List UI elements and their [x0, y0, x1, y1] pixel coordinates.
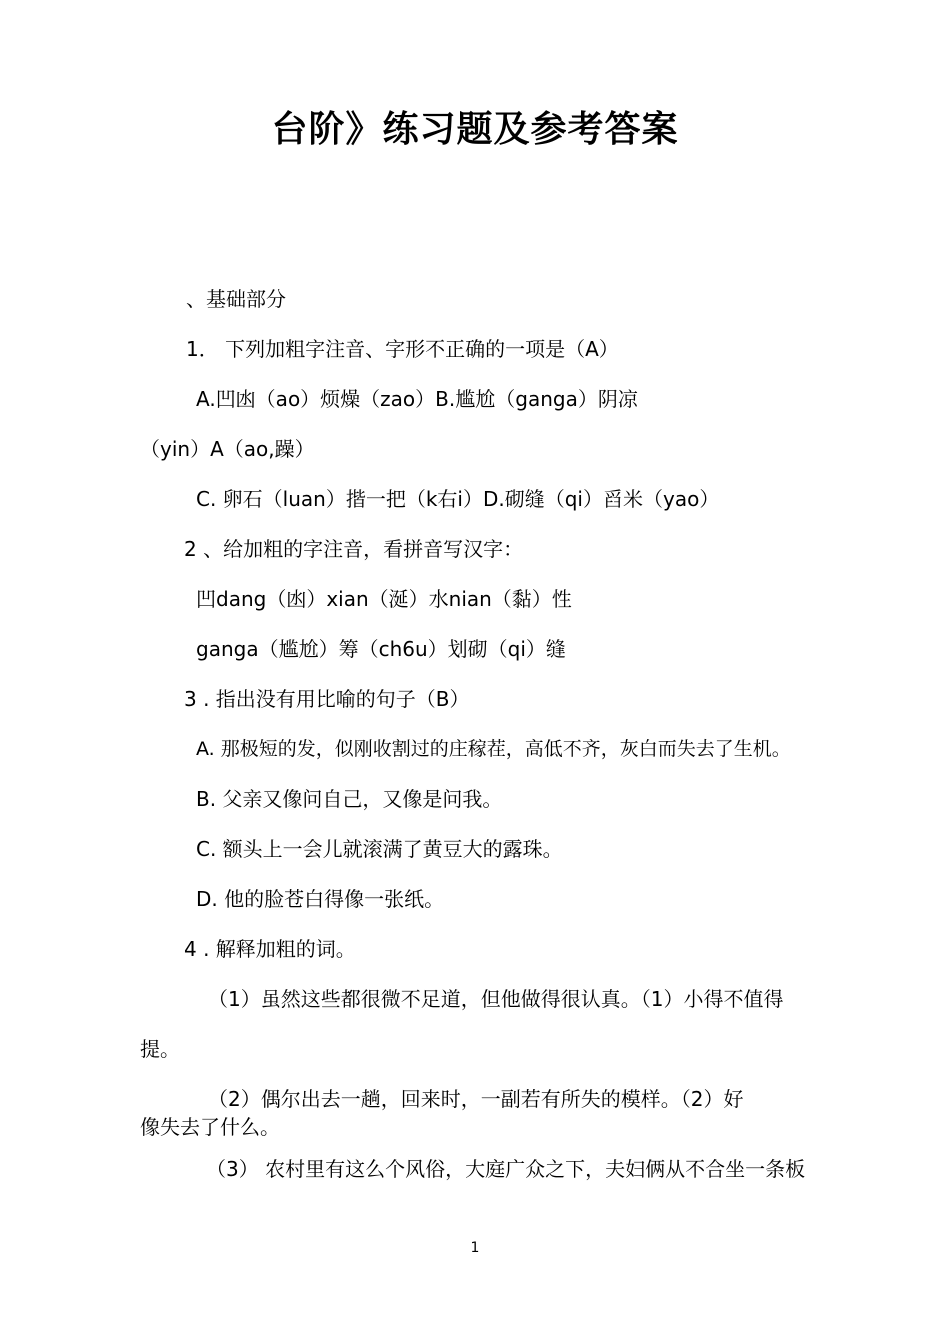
- document-title: 台阶》练习题及参考答案: [271, 109, 679, 150]
- question-1-options-ab-cont: （yin）A（ao,躁）: [140, 437, 315, 461]
- question-1-options-ab: A.凹凼（ao）烦燥（zao）B.尴尬（ganga）阴凉: [196, 387, 638, 411]
- question-3-option-d: D. 他的脸苍白得像一张纸。: [196, 887, 445, 911]
- question-2-line-1: 凹dang（凼）xian（涎）水nian（黏）性: [196, 587, 572, 611]
- question-2: 2 、给加粗的字注音，看拼音写汉字：: [184, 537, 524, 561]
- section-heading-basics: 、基础部分: [186, 287, 286, 311]
- question-1: 1． 下列加粗字注音、字形不正确的一项是（A）: [186, 337, 619, 361]
- question-4-item-2-cont: 像失去了什么。: [140, 1115, 280, 1139]
- question-3-option-c: C. 额头上一会儿就滚满了黄豆大的露珠。: [196, 837, 563, 861]
- question-3-option-a: A. 那极短的发，似刚收割过的庄稼茬，高低不齐，灰白而失去了生机。: [196, 738, 791, 760]
- page-number: 1: [470, 1240, 480, 1256]
- question-4-item-2: （2）偶尔出去一趟，回来时，一副若有所失的模样。（2）好: [208, 1087, 744, 1111]
- question-4-item-3: （3） 农村里有这么个风俗，大庭广众之下，夫妇俩从不合坐一条板: [206, 1157, 806, 1181]
- question-4-item-1: （1）虽然这些都很微不足道，但他做得很认真。（1）小得不值得: [208, 987, 784, 1011]
- question-3-option-b: B. 父亲又像问自己，又像是问我。: [196, 787, 503, 811]
- question-3: 3 . 指出没有用比喻的句子（B）: [184, 687, 470, 711]
- question-2-line-2: ganga（尴尬）筹（ch6u）划砌（qi）缝: [196, 637, 566, 661]
- question-4-item-1-cont: 提。: [140, 1037, 180, 1061]
- question-1-options-cd: C. 卵石（luan）揩一把（k右i）D.砌缝（qi）舀米（yao）: [196, 487, 720, 511]
- question-4: 4 . 解释加粗的词。: [184, 937, 356, 961]
